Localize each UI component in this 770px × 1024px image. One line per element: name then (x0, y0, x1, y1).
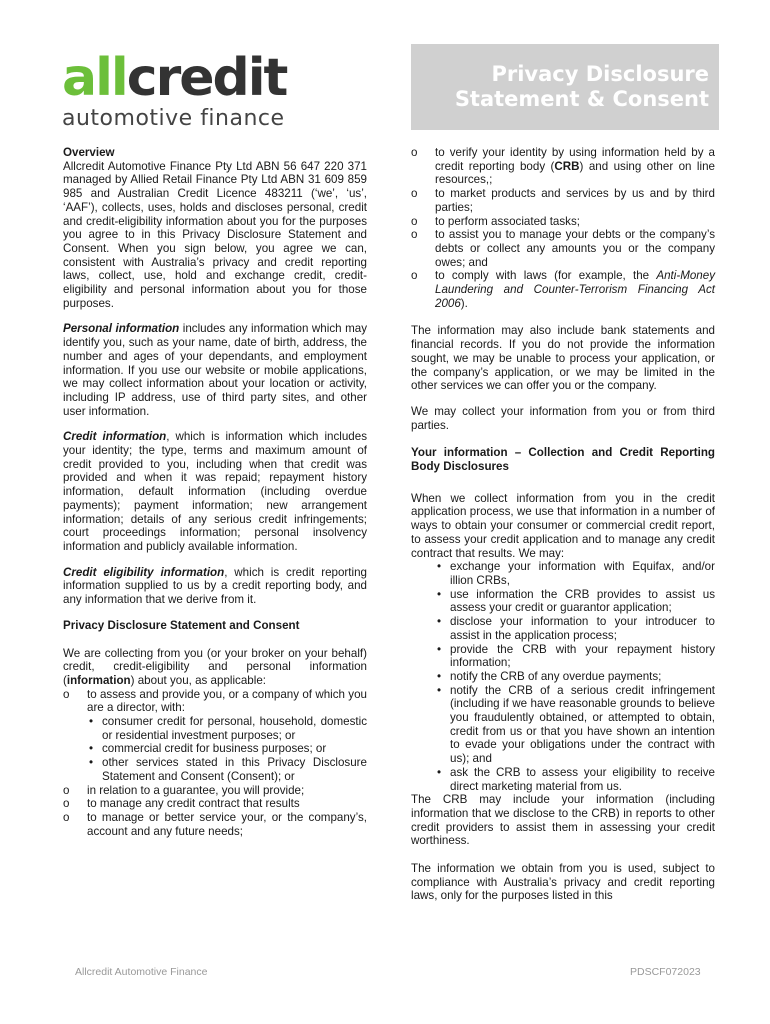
list-item: o to assist you to manage your debts or the company’s debts or collect any amounts you or the company owes; and (411, 228, 715, 269)
crb-intro-paragraph: When we collect information from you in the credit application process, we use that information in a number of ways to obtain your consumer or commercial credit report, to assess your credit application and to manage any credit contract that results. We may: (411, 491, 715, 560)
crb-heading: Your information – Collection and Credit Reporting Body Disclosures (411, 446, 715, 474)
list-item: o to perform associated tasks; (411, 215, 715, 229)
list-item: o to manage any credit contract that results (63, 797, 367, 811)
document-title-line2: Statement & Consent (454, 87, 709, 111)
left-column (63, 146, 367, 838)
credit-info-term: Credit information (63, 430, 167, 444)
logo-wordmark: allcredit (62, 48, 287, 108)
list-item: • consumer credit for personal, household, domestic or residential investment purposes; or (87, 715, 367, 742)
information-use-paragraph: The information we obtain from you is used, subject to compliance with Australia’s privacy and credit reporting laws, only for the purposes listed in this (411, 862, 715, 903)
list-item: • disclose your information to your introducer to assist in the application process; (435, 615, 715, 642)
list-item: • exchange your information with Equifax, and/or illion CRBs, (435, 560, 715, 587)
overview-section (63, 146, 367, 310)
overview-heading: Overview (63, 146, 115, 159)
right-column (411, 146, 715, 915)
list-item: • notify the CRB of any overdue payments; (435, 670, 715, 684)
collect-intro: We are collecting from you (or your broker on your behalf) credit, credit-eligibility and personal information (information) about you, as applicable: (63, 646, 367, 687)
list-item: o to comply with laws (for example, the Anti-Money Laundering and Counter-Terrorism Financing Act 2006). (411, 269, 715, 310)
overview-text: Allcredit Automotive Finance Pty Ltd ABN 56 647 220 371 managed by Allied Retail Finance Pty Ltd ABN 31 609 859 985 and Australian Credit Licence 483211 (‘we’, ‘us’, ‘AAF’), collects, uses, holds and discloses personal, credit and credit-eligibility information about you for the purposes you agree to in this Privacy Disclosure Statement and Consent. When you sign below, you agree we can, consistent with Australia’s privacy and credit reporting laws, collect, use, hold and exchange credit, credit-eligibility and personal information about you for those purposes. (63, 159, 367, 310)
pds-heading: Privacy Disclosure Statement and Consent (63, 618, 300, 632)
list-item: • provide the CRB with your repayment history information; (435, 643, 715, 670)
list-item: • other services stated in this Privacy Disclosure Statement and Consent (Consent); or (87, 756, 367, 783)
list-item: o to manage or better service your, or the company’s, account and any future needs; (63, 811, 367, 838)
third-parties-paragraph: We may collect your information from you or from third parties. (411, 404, 715, 432)
personal-info-term: Personal information (63, 322, 180, 336)
credit-types-list (87, 715, 367, 784)
collection-purposes-list (63, 688, 367, 839)
eligibility-info-term: Credit eligibility information (63, 565, 225, 579)
list-item: • notify the CRB of a serious credit infringement (including if we have reasonable grounds to believe you fraudulently obtained, or attempted to obtain, credit from us or that you have shown an intention to evade your obligations under the contract with us); and (435, 684, 715, 766)
eligibility-info-paragraph: Credit eligibility information, which is credit reporting information supplied to us by a credit reporting body, and any information that we derive from it. (63, 565, 367, 607)
list-item: o to verify your identity by using information held by a credit reporting body (CRB) and using other on line resources,; (411, 146, 715, 187)
list-item: o to assess and provide you, or a company of which you are a director, with: • consumer credit for personal, household, domestic or residential investment purposes; or • commercial credit for business purposes; or • other services stated in this Privacy Disclosure Statement and Consent (Consent); or (63, 688, 367, 784)
personal-info-paragraph: Personal information includes any information which may identify you, such as your name, date of birth, address, the number and ages of your dependants, and employment information. If you use our website or mobile applications, we may collect information about your location or activity, including IP address, use of third party sites, and other user information. (63, 322, 367, 418)
crb-actions-list (435, 560, 715, 793)
footer-document-code: PDSCF072023 (630, 966, 701, 978)
footer-company-name: Allcredit Automotive Finance (75, 966, 208, 978)
document-title-box (411, 44, 719, 130)
credit-info-paragraph: Credit information, which is information which includes your identity; the type, terms and maximum amount of credit provided to you, including when that credit was provided and when it was repaid; repayment history information, default information (including overdue payments); payment information; new arrangement information; details of any serious credit infringements; court proceedings information; personal insolvency information and publicly available information. (63, 430, 368, 553)
list-item: • commercial credit for business purposes; or (87, 742, 367, 756)
logo-tagline: automotive finance (62, 106, 285, 131)
company-logo (62, 48, 322, 131)
bank-statements-paragraph: The information may also include bank statements and financial records. If you do not provide the information sought, we may be unable to process your application, or the company’s application, or we may be limited in the other services we can offer you or the company. (411, 324, 715, 393)
list-item: • ask the CRB to assess your eligibility to receive direct marketing material from us. (435, 766, 715, 793)
list-item: o to market products and services by us and by third parties; (411, 187, 715, 214)
crb-reports-paragraph: The CRB may include your information (including information that we disclose to the CRB) in reports to other credit providers to assist them in assessing your credit worthiness. (411, 793, 715, 848)
collection-purposes-list-continued (411, 146, 715, 310)
list-item: • use information the CRB provides to assist us assess your credit or guarantor application; (435, 588, 715, 615)
document-title-line1: Privacy Disclosure (491, 62, 709, 86)
list-item: o in relation to a guarantee, you will provide; (63, 784, 367, 798)
